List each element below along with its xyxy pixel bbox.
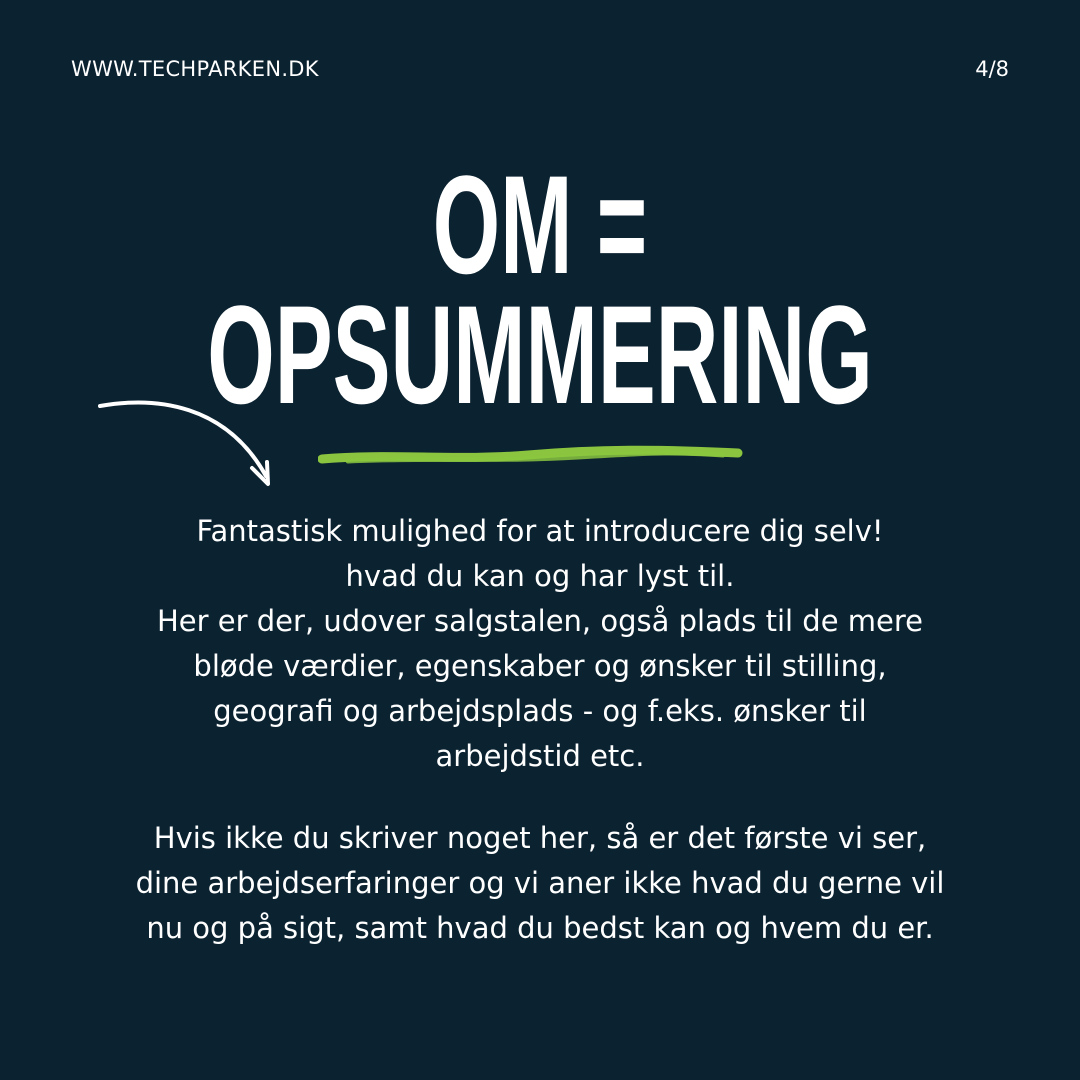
paragraph-line: nu og på sigt, samt hvad du bedst kan og hvem du er.: [146, 911, 934, 945]
paragraph-line: geografi og arbejdsplads - og f.eks. ønsker til: [213, 694, 867, 728]
headline-line-1: OM =: [432, 146, 648, 303]
intro-paragraph: [60, 509, 1020, 779]
site-url: WWW.TECHPARKEN.DK: [71, 57, 319, 81]
headline-line-2: OPSUMMERING: [207, 276, 873, 433]
paragraph-line: Her er der, udover salgstalen, også plads til de mere: [157, 604, 923, 638]
brush-underline: [318, 440, 744, 470]
paragraph-line: hvad du kan og har lyst til.: [345, 559, 735, 593]
page-counter: 4/8: [975, 57, 1009, 81]
curved-arrow-icon: [96, 394, 286, 494]
paragraph-line: Fantastisk mulighed for at introducere dig selv!: [196, 514, 884, 548]
paragraph-line: bløde værdier, egenskaber og ønsker til stilling,: [193, 649, 887, 683]
paragraph-line: Hvis ikke du skriver noget her, så er det første vi ser,: [153, 821, 927, 855]
paragraph-line: arbejdstid etc.: [435, 739, 645, 773]
warning-paragraph: [60, 816, 1020, 951]
paragraph-line: dine arbejdserfaringer og vi aner ikke hvad du gerne vil: [135, 866, 945, 900]
